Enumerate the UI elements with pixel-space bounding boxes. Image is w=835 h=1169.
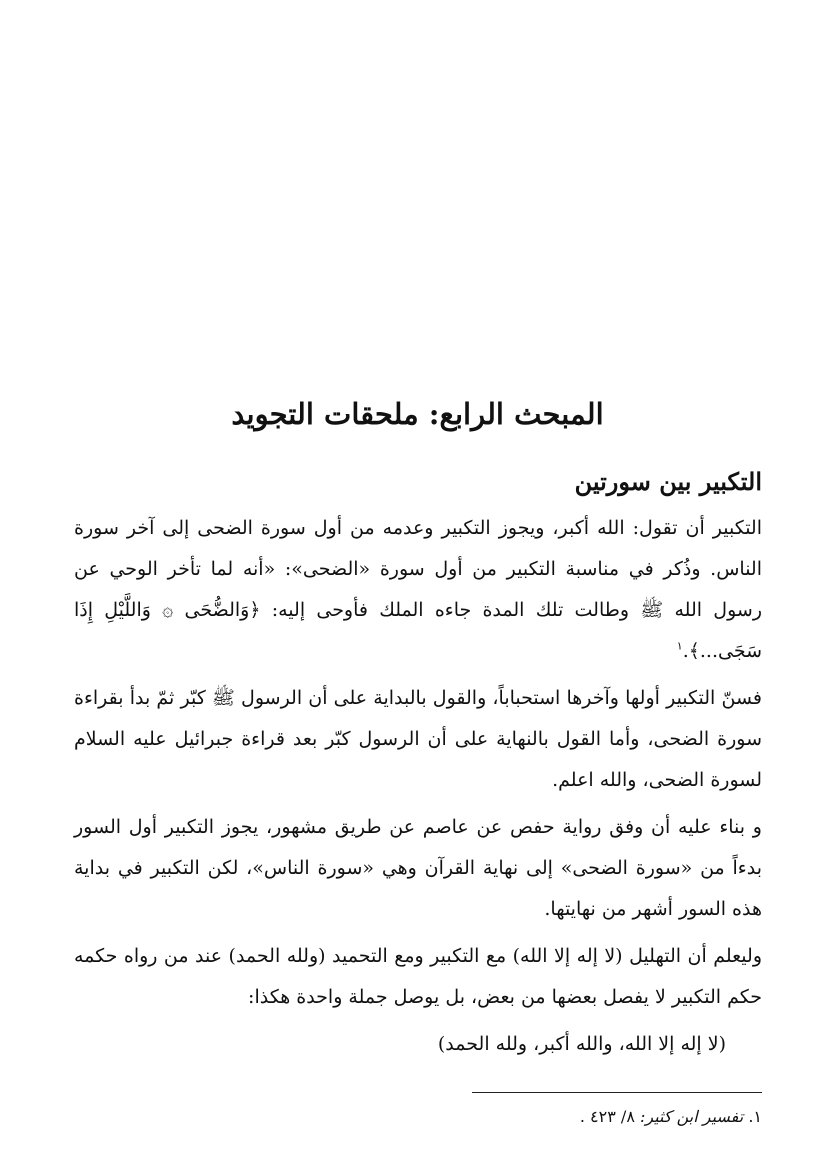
- subheading: التكبير بين سورتين: [574, 467, 762, 496]
- footnote-source: تفسير ابن كثير:: [640, 1107, 744, 1126]
- section-title: المبحث الرابع: ملحقات التجويد: [231, 397, 604, 431]
- paragraph-1-text: التكبير أن تقول: الله أكبر، ويجوز التكبير وعدمه من أول سورة الضحى إلى آخر سورة الناس. وذُكر في مناسبة التكبير من أول سورة «الضحى»: «أنه لما تأخر الوحي عن رسول الله ﷺ وطالت تلك المدة جاءه الملك فأوحى إليه: ﴿وَالضُّحَى ۞ وَاللَّيْلِ إِذَا سَجَى...﴾.: [74, 517, 762, 662]
- footnote: [74, 1104, 762, 1130]
- footnote-marker[interactable]: ١: [676, 639, 683, 653]
- paragraph-3: و بناء عليه أن وفق رواية حفص عن عاصم عن طريق مشهور، يجوز التكبير أول السور بدءاً من «سورة الضحى» إلى نهاية القرآن وهي «سورة الناس»، لكن التكبير في بداية هذه السور أشهر من نهايتها.: [74, 816, 762, 920]
- paragraph-2: فسنّ التكبير أولها وآخرها استحباباً، والقول بالبداية على أن الرسول ﷺ كبّر ثمّ بدأ بقراءة سورة الضحى، وأما القول بالنهاية على أن الرسول كبّر بعد قراءة جبرائيل عليه السلام لسورة الضحى، والله اعلم.: [74, 687, 762, 791]
- paragraph-4: وليعلم أن التهليل (لا إله إلا الله) مع التكبير ومع التحميد (ولله الحمد) عند من رواه حكمه حكم التكبير لا يفصل بعضها من بعض، بل يوصل جملة واحدة هكذا:: [74, 945, 762, 1008]
- body-text: [74, 462, 762, 1065]
- footnote-reference: ٨/ ٤٢٣ .: [579, 1107, 635, 1126]
- footnote-divider: [472, 1092, 762, 1093]
- paragraph-1: [74, 508, 762, 672]
- takbir-formula: (لا إله إلا الله، والله أكبر، ولله الحمد): [437, 1033, 726, 1055]
- footnote-number: ١.: [748, 1107, 762, 1126]
